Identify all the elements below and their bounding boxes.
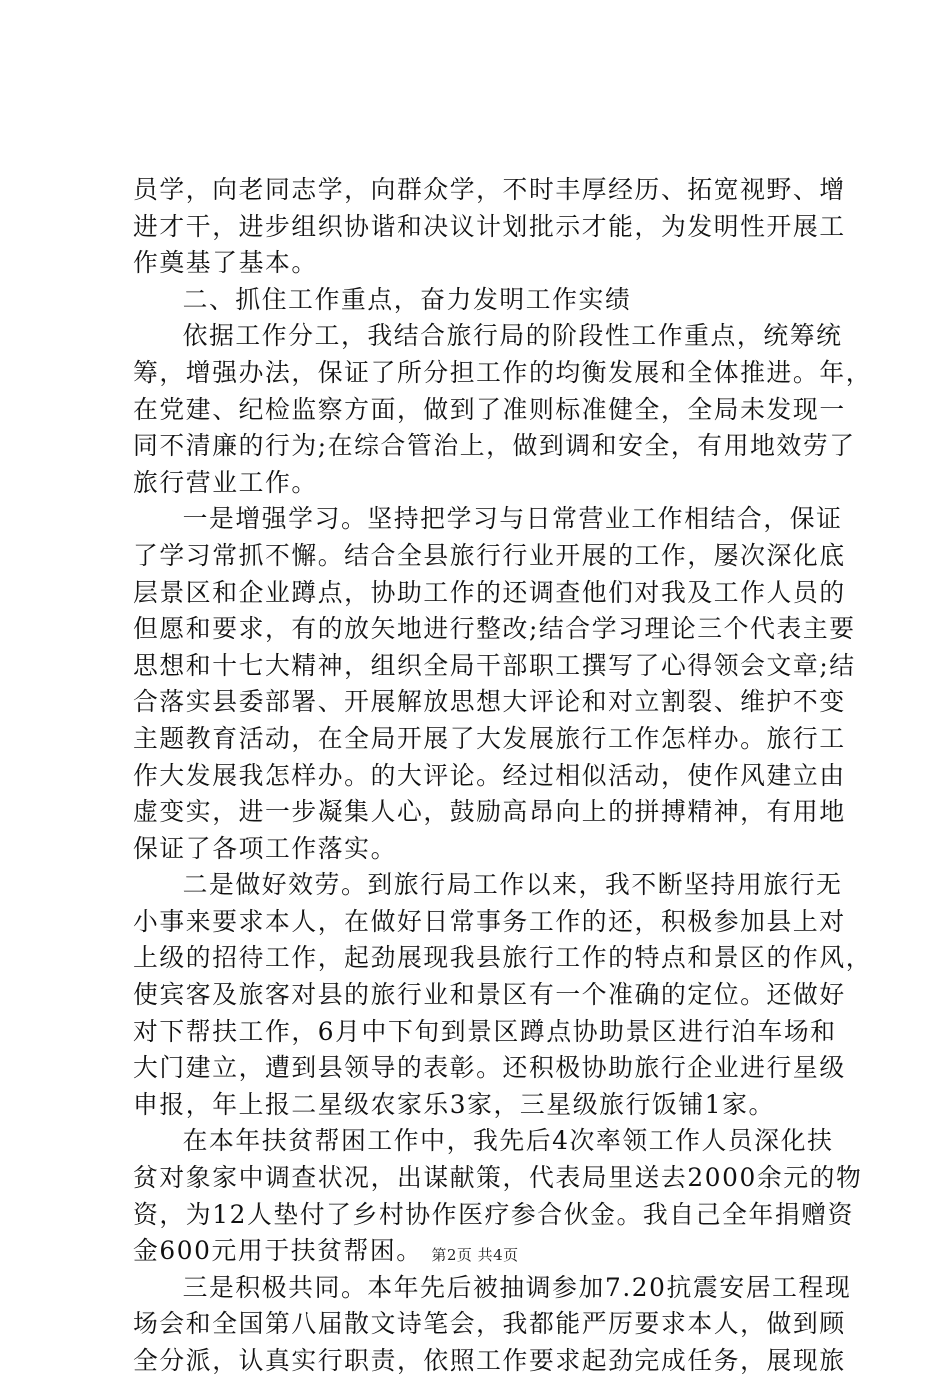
text-line: 二是做好效劳。到旅行局工作以来，我不断坚持用旅行无 bbox=[182, 870, 843, 900]
text-line: 对下帮扶工作，6月中下旬到景区蹲点协助景区进行泊车场和 bbox=[133, 1016, 837, 1046]
text-line: 保证了各项工作落实。 bbox=[133, 833, 397, 863]
text-line: 主题教育活动，在全局开展了大发展旅行工作怎样办。旅行工 bbox=[133, 723, 846, 753]
document-body bbox=[133, 172, 873, 1380]
text-line: 作大发展我怎样办。的大评论。经过相似活动，使作风建立由 bbox=[133, 760, 846, 790]
text-line: 三是积极共同。本年先后被抽调参加7.20抗震安居工程现 bbox=[182, 1272, 852, 1302]
paragraph bbox=[133, 1270, 852, 1380]
text-line: 了学习常抓不懈。结合全县旅行行业开展的工作，屡次深化底 bbox=[133, 540, 846, 570]
text-line: 小事来要求本人，在做好日常事务工作的还，积极参加县上对 bbox=[133, 906, 846, 936]
text-line: 筹，增强办法，保证了所分担工作的均衡发展和全体推进。年， bbox=[133, 357, 873, 387]
paragraph bbox=[133, 318, 873, 501]
text-line: 场会和全国第八届散文诗笔会，我都能严厉要求本人，做到顾 bbox=[133, 1309, 846, 1339]
heading-line: 二、抓住工作重点，奋力发明工作实绩 bbox=[182, 284, 632, 314]
text-line: 申报，年上报二星级农家乐3家，三星级旅行饭铺1家。 bbox=[133, 1089, 775, 1119]
text-line: 大门建立，遭到县领导的表彰。还积极协助旅行企业进行星级 bbox=[133, 1053, 846, 1083]
text-line: 同不清廉的行为;在综合管治上，做到调和安全，有用地效劳了 bbox=[133, 431, 856, 461]
text-line: 但愿和要求，有的放矢地进行整改;结合学习理论三个代表主要 bbox=[133, 614, 856, 644]
text-line: 在党建、纪检监察方面，做到了准则标准健全，全局未发现一 bbox=[133, 394, 846, 424]
text-line: 虚变实，进一步凝集人心，鼓励高昂向上的拼搏精神，有用地 bbox=[133, 797, 846, 827]
text-line: 进才干，进步组织协谐和决议计划批示才能，为发明性开展工 bbox=[133, 211, 846, 241]
text-line: 思想和十七大精神，组织全局干部职工撰写了心得领会文章;结 bbox=[133, 650, 856, 680]
text-line: 层景区和企业蹲点，协助工作的还调查他们对我及工作人员的 bbox=[133, 577, 846, 607]
text-line: 合落实县委部署、开展解放思想大评论和对立割裂、维护不变 bbox=[133, 687, 846, 717]
text-line: 作奠基了基本。 bbox=[133, 248, 318, 278]
text-line: 金600元用于扶贫帮困。 bbox=[133, 1236, 423, 1266]
text-line: 旅行营业工作。 bbox=[133, 467, 318, 497]
text-line: 资，为12人垫付了乡村协作医疗参合伙金。我自己全年捐赠资 bbox=[133, 1199, 855, 1229]
text-line: 在本年扶贫帮困工作中，我先后4次率领工作人员深化扶 bbox=[182, 1126, 834, 1156]
text-line: 全分派，认真实行职责，依照工作要求起劲完成任务，展现旅 bbox=[133, 1346, 846, 1375]
page-number-footer: 第2页 共4页 bbox=[431, 1246, 519, 1264]
text-line: 上级的招待工作，起劲展现我县旅行工作的特点和景区的作风， bbox=[133, 943, 873, 973]
section-heading bbox=[133, 282, 833, 319]
text-line: 员学，向老同志学，向群众学，不时丰厚经历、拓宽视野、增 bbox=[133, 175, 846, 204]
text-line: 使宾客及旅客对县的旅行业和景区有一个准确的定位。还做好 bbox=[133, 980, 846, 1010]
text-line: 依据工作分工，我结合旅行局的阶段性工作重点，统筹统 bbox=[182, 321, 843, 351]
paragraph bbox=[133, 172, 846, 282]
text-line: 贫对象家中调查状况，出谋献策，代表局里送去2000余元的物 bbox=[133, 1163, 863, 1193]
paragraph bbox=[133, 501, 856, 867]
text-line: 一是增强学习。坚持把学习与日常营业工作相结合，保证 bbox=[182, 504, 843, 534]
paragraph bbox=[133, 867, 873, 1123]
